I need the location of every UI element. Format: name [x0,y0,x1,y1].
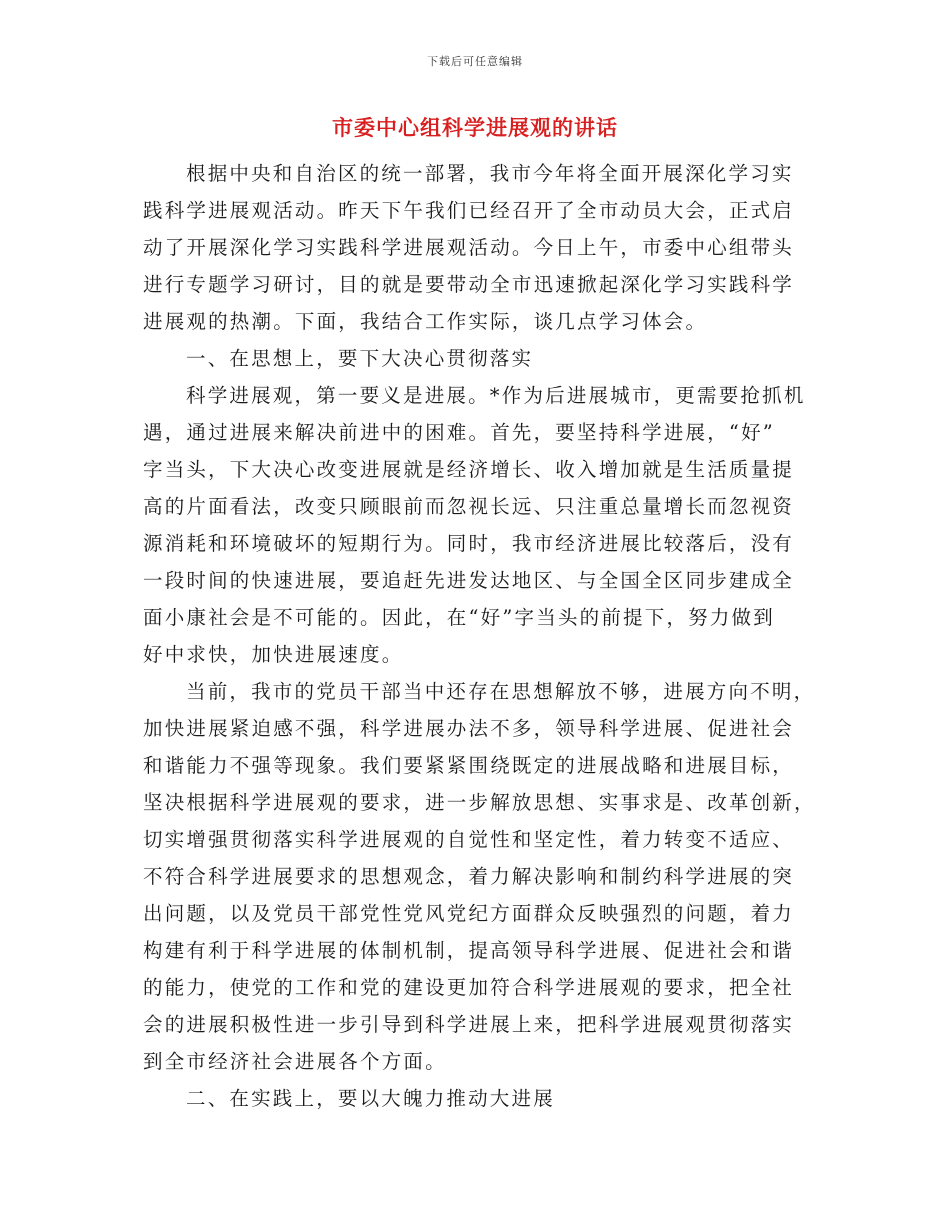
body-line: 和谐能力不强等现象。我们要紧紧围绕既定的进展战略和进展目标， [143,754,795,777]
page-header: 下载后可任意编辑 [427,55,523,68]
body-line: 源消耗和环境破坏的短期行为。同时，我市经济进展比较落后，没有 [143,532,795,555]
body-line: 坚决根据科学进展观的要求，进一步解放思想、实事求是、改革创新， [143,791,816,814]
body-line: 好中求快，加快进展速度。 [143,643,404,666]
document-body [143,155,816,1117]
document-title: 市委中心组科学进展观的讲话 [332,115,618,140]
body-line: 科学进展观，第一要义是进展。*作为后进展城市，更需要抢抓机 [186,384,806,407]
body-line: 一段时间的快速进展，要追赶先进发达地区、与全国全区同步建成全 [143,569,795,592]
body-line: 不符合科学进展要求的思想观念，着力解决影响和制约科学进展的突 [143,865,795,888]
body-line: 高的片面看法，改变只顾眼前而忽视长远、只注重总量增长而忽视资 [143,495,795,518]
body-line: 出问题，以及党员干部党性党风党纪方面群众反映强烈的问题，着力 [143,902,795,925]
body-line: 当前，我市的党员干部当中还存在思想解放不够，进展方向不明， [186,680,816,703]
body-line: 会的进展积极性进一步引导到科学进展上来，把科学进展观贯彻落实 [143,1013,795,1036]
body-line: 到全市经济社会进展各个方面。 [143,1050,447,1073]
section-heading-2: 二、在实践上，要以大魄力推动大进展 [186,1087,555,1110]
body-line: 加快进展紧迫感不强，科学进展办法不多，领导科学进展、促进社会 [143,717,795,740]
body-line: 构建有利于科学进展的体制机制，提高领导科学进展、促进社会和谐 [143,939,795,962]
body-line: 进展观的热潮。下面，我结合工作实际，谈几点学习体会。 [143,310,708,333]
body-line: 践科学进展观活动。昨天下午我们已经召开了全市动员大会，正式启 [143,199,795,222]
body-line: 字当头，下大决心改变进展就是经济增长、收入增加就是生活质量提 [143,458,795,481]
section-heading-1: 一、在思想上，要下大决心贯彻落实 [186,347,534,370]
body-line: 切实增强贯彻落实科学进展观的自觉性和坚定性，着力转变不适应、 [143,828,795,851]
body-line: 面小康社会是不可能的。因此，在“好”字当头的前提下，努力做到 [143,606,775,629]
body-line: 根据中央和自治区的统一部署，我市今年将全面开展深化学习实 [186,162,794,185]
body-line: 动了开展深化学习实践科学进展观活动。今日上午，市委中心组带头 [143,236,795,259]
body-line: 遇，通过进展来解决前进中的困难。首先，要坚持科学进展，“好” [143,421,775,444]
body-line: 的能力，使党的工作和党的建设更加符合科学进展观的要求，把全社 [143,976,795,999]
body-line: 进行专题学习研讨，目的就是要带动全市迅速掀起深化学习实践科学 [143,273,795,296]
